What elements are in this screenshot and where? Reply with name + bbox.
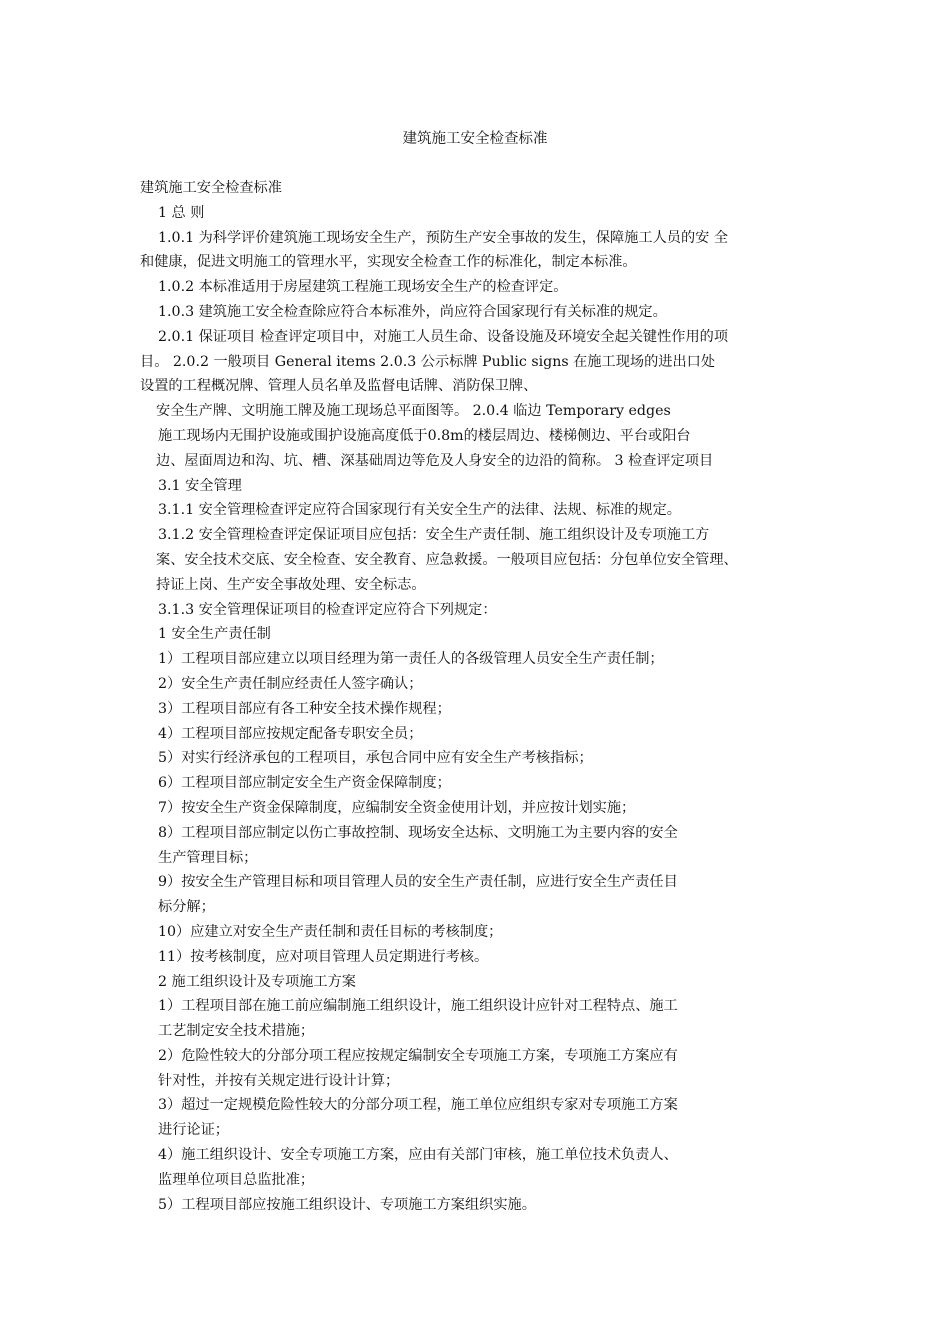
list-item: 5）对实行经济承包的工程项目，承包合同中应有安全生产考核指标； [158,750,593,767]
list-item: 1）工程项目部应建立以项目经理为第一责任人的各级管理人员安全生产责任制； [158,651,664,668]
paragraph-line: 3.1.3 安全管理保证项目的检查评定应符合下列规定： [158,601,497,618]
paragraph-line: 1.0.1 为科学评价建筑施工现场安全生产，预防生产安全事故的发生，保障施工人员的安 全 [158,229,729,246]
subsection-heading: 2 施工组织设计及专项施工方案 [158,973,356,990]
section-heading: 3.1 安全管理 [158,477,242,494]
paragraph-line: 3.1.2 安全管理检查评定保证项目应包括：安全生产责任制、施工组织设计及专项施工方 [158,527,710,544]
paragraph-line: 2.0.1 保证项目 检查评定项目中，对施工人员生命、设备设施及环境安全起关键性作用的项 [158,328,729,345]
list-item-continuation: 生产管理目标； [158,849,258,866]
list-item-continuation: 针对性，并按有关规定进行设计计算； [158,1072,400,1089]
list-item: 2）危险性较大的分部分项工程应按规定编制安全专项施工方案，专项施工方案应有 [158,1047,678,1064]
list-item: 11）按考核制度，应对项目管理人员定期进行考核。 [158,948,489,965]
list-item-continuation: 工艺制定安全技术措施； [158,1023,315,1040]
paragraph-line: 1 总 则 [158,204,205,221]
list-item: 9）按安全生产管理目标和项目管理人员的安全生产责任制，应进行安全生产责任目 [158,874,678,891]
paragraph-line: 边、屋面周边和沟、坑、槽、深基础周边等危及人身安全的边沿的简称。 3 检查评定项目 [156,452,714,469]
list-item: 3）工程项目部应有各工种安全技术操作规程； [158,700,451,717]
paragraph-line: 施工现场内无围护设施或围护设施高度低于0.8m的楼层周边、楼梯侧边、平台或阳台 [158,427,691,444]
paragraph-line: 1.0.2 本标准适用于房屋建筑工程施工现场安全生产的检查评定。 [158,279,568,296]
paragraph-line: 案、安全技术交底、安全检查、安全教育、应急救援。一般项目应包括：分包单位安全管理、 [156,551,738,568]
list-item: 1）工程项目部在施工前应编制施工组织设计，施工组织设计应针对工程特点、施工 [158,998,678,1015]
list-item-continuation: 监理单位项目总监批准； [158,1171,315,1188]
list-item: 4）工程项目部应按规定配备专职安全员； [158,725,423,742]
paragraph-line: 建筑施工安全检查标准 [140,180,282,196]
list-item-continuation: 标分解； [158,899,215,916]
list-item: 3）超过一定规模危险性较大的分部分项工程，施工单位应组织专家对专项施工方案 [158,1097,678,1114]
paragraph-line: 和健康，促进文明施工的管理水平，实现安全检查工作的标准化，制定本标准。 [140,254,637,271]
list-item: 7）按安全生产资金保障制度，应编制安全资金使用计划，并应按计划实施； [158,799,636,816]
list-item: 2）安全生产责任制应经责任人签字确认； [158,675,423,692]
paragraph-line: 目。 2.0.2 一般项目 General items 2.0.3 公示标牌 Public signs 在施工现场的进出口处 [140,353,716,370]
list-item: 10）应建立对安全生产责任制和责任目标的考核制度； [158,923,503,940]
list-item: 5）工程项目部应按施工组织设计、专项施工方案组织实施。 [158,1196,536,1213]
list-item-continuation: 进行论证； [158,1122,229,1139]
list-item: 6）工程项目部应制定安全生产资金保障制度； [158,775,451,792]
paragraph-line: 安全生产牌、文明施工牌及施工现场总平面图等。 2.0.4 临边 Temporary edges [156,403,671,420]
document-title: 建筑施工安全检查标准 [402,131,548,147]
paragraph-line: 持证上岗、生产安全事故处理、安全标志。 [156,576,426,593]
list-item: 8）工程项目部应制定以伤亡事故控制、现场安全达标、文明施工为主要内容的安全 [158,824,678,841]
subsection-heading: 1 安全生产责任制 [158,626,271,643]
paragraph-line: 3.1.1 安全管理检查评定应符合国家现行有关安全生产的法律、法规、标准的规定。 [158,502,681,519]
document-body [140,176,820,1217]
paragraph-line: 1.0.3 建筑施工安全检查除应符合本标准外，尚应符合国家现行有关标准的规定。 [158,303,667,320]
paragraph-line: 设置的工程概况牌、管理人员名单及监督电话牌、消防保卫牌、 [140,378,538,395]
list-item: 4）施工组织设计、安全专项施工方案，应由有关部门审核，施工单位技术负责人、 [158,1147,678,1164]
